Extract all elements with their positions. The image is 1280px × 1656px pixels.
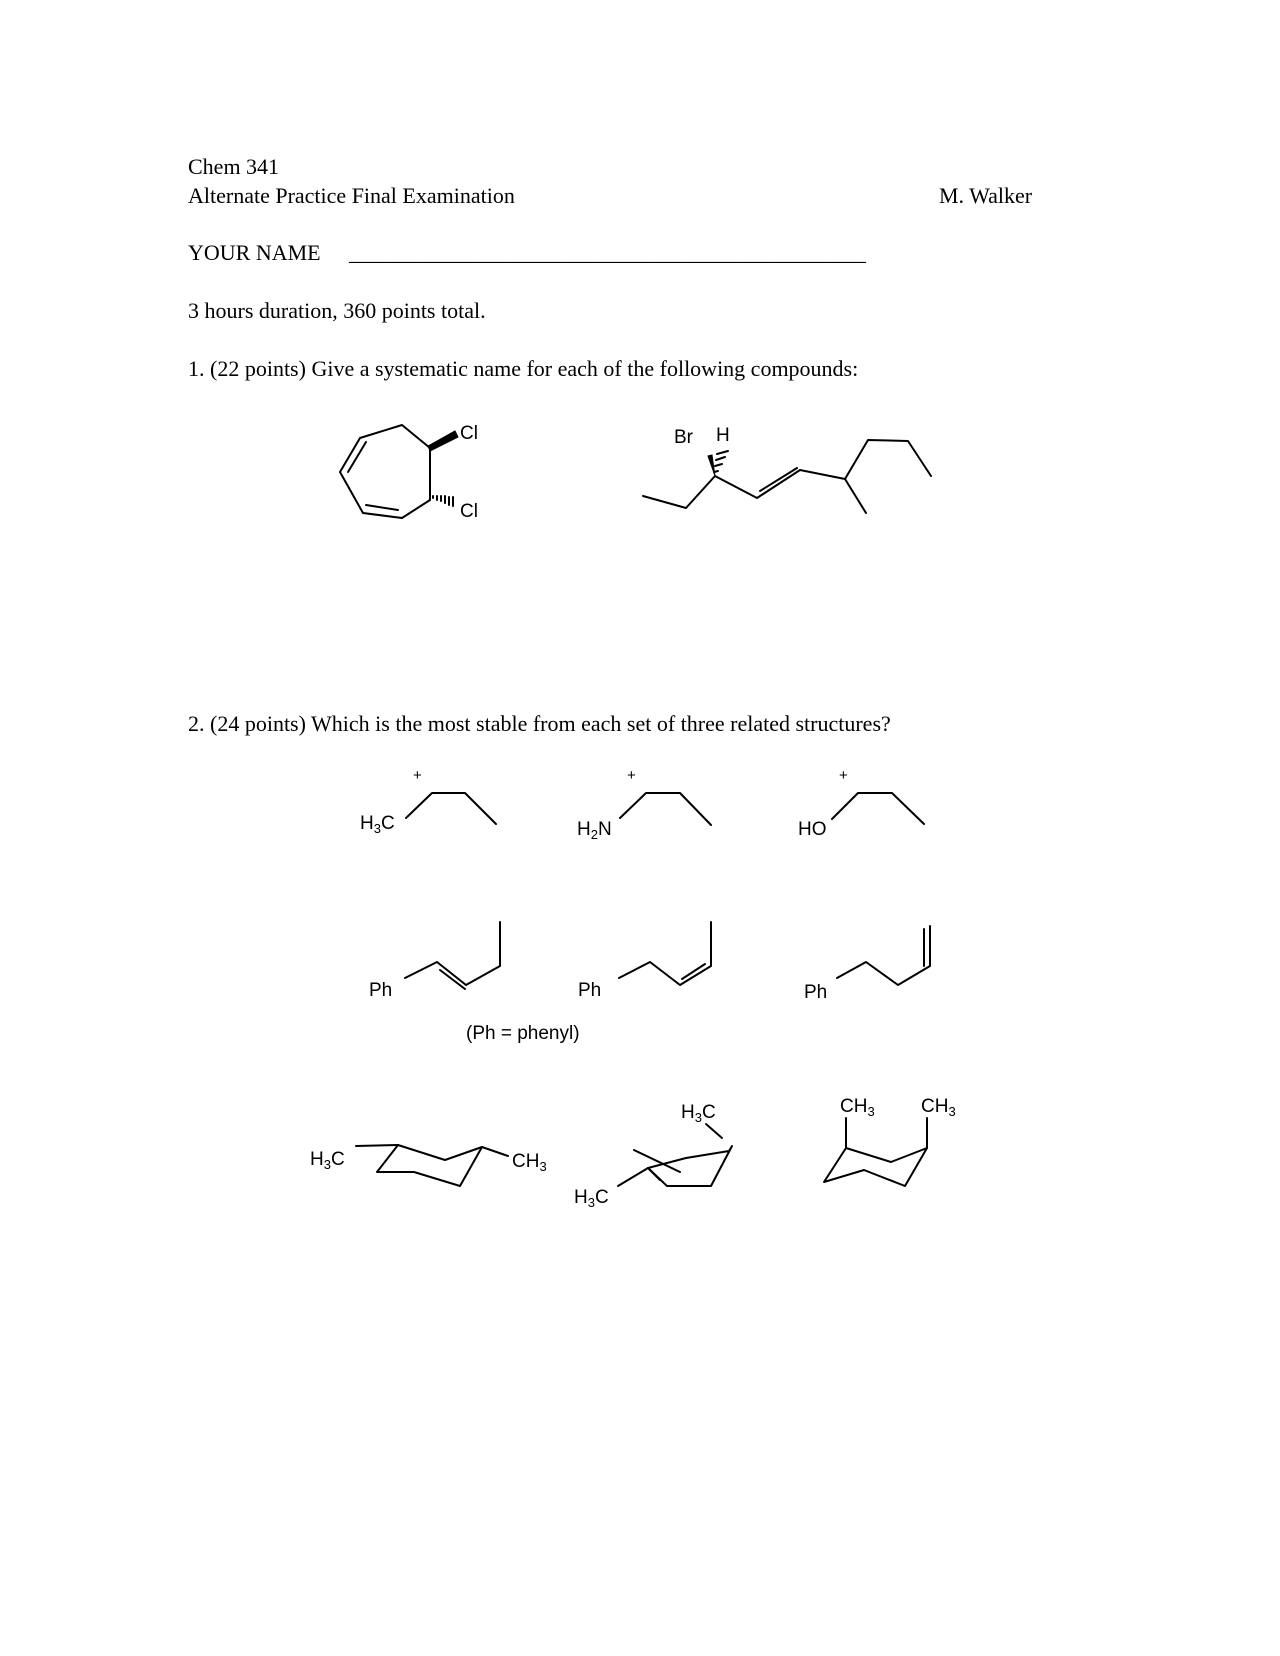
q2-set1-a-charge: +	[413, 767, 422, 784]
exam-title: Alternate Practice Final Examination	[188, 183, 515, 208]
q2-set3-chair-c	[824, 1118, 927, 1186]
q2-set2-alkene-a	[405, 922, 500, 989]
q2-set2-a-ph: Ph	[369, 980, 393, 1001]
q2-set3-a-ch3: $CH_3$	[512, 1151, 547, 1174]
q2-set3-chair-a	[356, 1145, 508, 1186]
q2-set1-carbocation-b	[620, 793, 711, 825]
q2-set2-c-ph: Ph	[804, 982, 828, 1003]
duration-text: 3 hours duration, 360 points total.	[188, 298, 486, 323]
course-title: Chem 341	[188, 154, 280, 179]
q1-structure-bromoalkene	[643, 440, 931, 513]
q2-set3-a-h3c: $H_3C$	[310, 1149, 345, 1172]
q2-set2-alkene-b	[619, 922, 711, 985]
name-blank-line[interactable]: _______________________________________________	[349, 240, 866, 265]
q2-set3-b-h3c-bottom: $H_3C$	[574, 1187, 609, 1210]
q2-set1-b-group: $H_2N$	[577, 819, 612, 842]
q2-phenyl-note: (Ph = phenyl)	[466, 1023, 580, 1044]
q2-set1-carbocation-c	[832, 793, 924, 824]
q2-set3-b-h3c-top: $H_3C$	[681, 1102, 716, 1125]
question-2-prompt: 2. (24 points) Which is the most stable from each set of three related structures?	[188, 711, 891, 736]
q2-set1-c-charge: +	[839, 767, 848, 784]
q1-structure-cycloheptadiene	[340, 425, 458, 518]
q1-h-label: H	[716, 425, 730, 446]
q2-set3-c-ch3-right: $CH_3$	[921, 1096, 956, 1119]
q1-br-label: Br	[674, 427, 693, 448]
q2-set1-carbocation-a	[406, 793, 496, 824]
q2-set2-alkene-c	[837, 926, 930, 985]
question-1-prompt: 1. (22 points) Give a systematic name for each of the following compounds:	[188, 356, 859, 381]
q2-set1-c-group: HO	[798, 819, 827, 840]
q2-set2-b-ph: Ph	[578, 980, 602, 1001]
q2-set3-chair-b	[618, 1124, 732, 1186]
q2-set1-b-charge: +	[627, 767, 636, 784]
q2-set3-c-ch3-left: $CH_3$	[840, 1096, 875, 1119]
q1-cl-bottom-label: Cl	[460, 501, 478, 522]
your-name-label: YOUR NAME	[188, 240, 321, 265]
q2-set1-a-group: $H_3C$	[360, 813, 395, 836]
instructor-name: M. Walker	[939, 183, 1033, 208]
q1-cl-top-label: Cl	[460, 423, 478, 444]
